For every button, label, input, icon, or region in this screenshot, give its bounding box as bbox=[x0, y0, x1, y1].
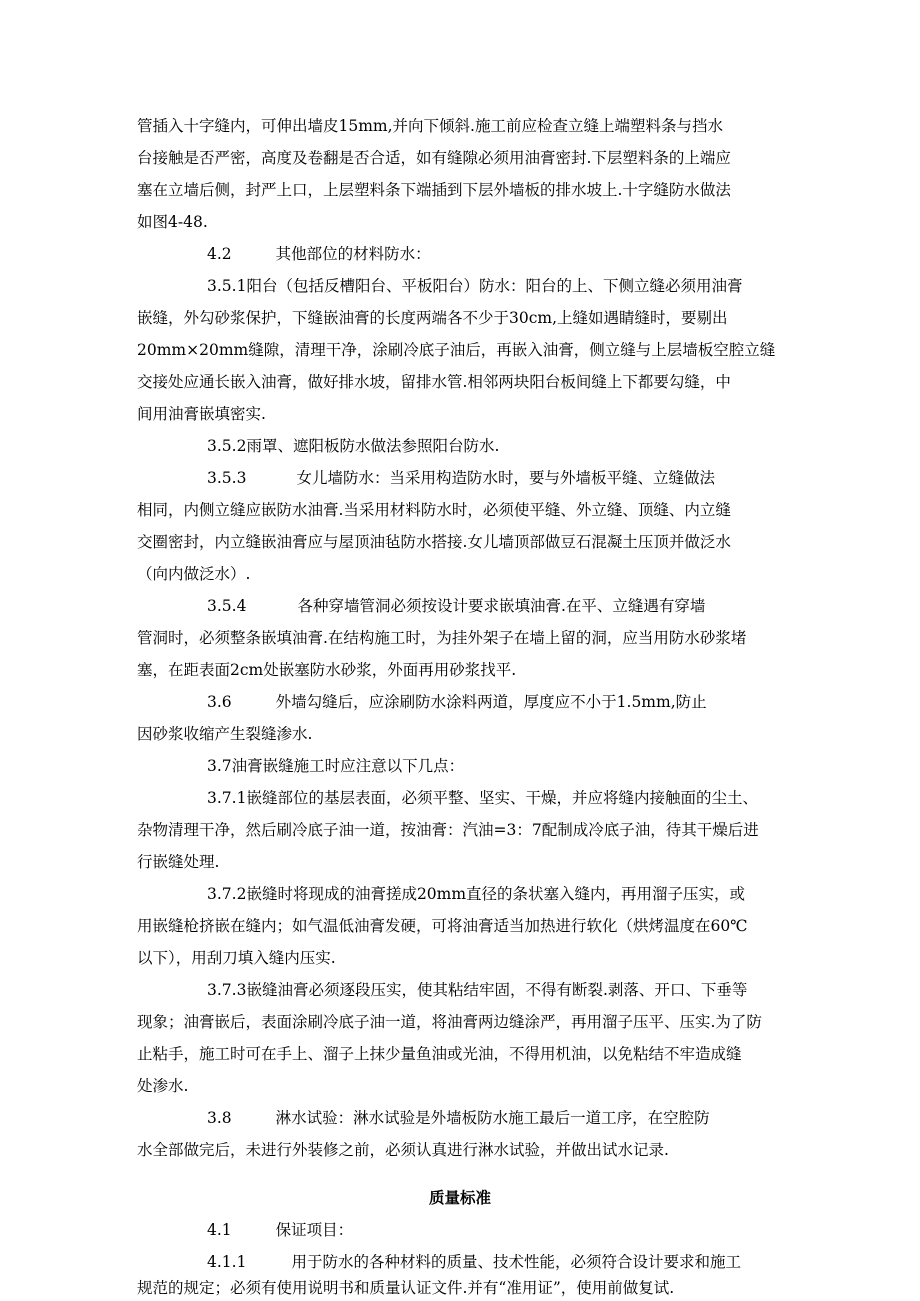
section-3-6 bbox=[207, 690, 707, 714]
text-line: 3.5.2雨罩、遮阳板防水做法参照阳台防水. bbox=[207, 437, 500, 455]
text-line: 嵌缝，外勾砂浆保护，下缝嵌油膏的长度两端各不少于30cm,上缝如遇睛缝时，要剔出 bbox=[137, 309, 728, 327]
text-line: 行嵌缝处理. bbox=[137, 853, 220, 871]
text-line: 交圈密封，内立缝嵌油膏应与屋顶油毡防水搭接.女儿墙顶部做豆石混凝土压顶并做泛水 bbox=[137, 533, 731, 551]
section-text: 各种穿墙管洞必须按设计要求嵌填油膏.在平、立缝遇有穿墙 bbox=[297, 597, 706, 615]
section-number: 4.2 bbox=[207, 245, 232, 263]
text-line: 因砂浆收缩产生裂缝渗水. bbox=[137, 725, 313, 743]
text-line: 3.7.1嵌缝部位的基层表面，必须平整、坚实、干燥，并应将缝内接触面的尘土、 bbox=[207, 789, 758, 807]
text-line: 管洞时，必须整条嵌填油膏.在结构施工时，为挂外架子在墙上留的洞，应当用防水砂浆堵 bbox=[137, 629, 747, 647]
text-line: 3.5.1阳台（包括反槽阳台、平板阳台）防水：阳台的上、下侧立缝必须用油膏 bbox=[207, 277, 743, 295]
text-line: 现象；油膏嵌后，表面涂刷冷底子油一道，将油膏两边缝涂严，再用溜子压平、压实.为了防 bbox=[137, 1013, 762, 1031]
section-3-5-4 bbox=[207, 594, 705, 618]
text-line: 台接触是否严密，高度及卷翻是否合适，如有缝隙必须用油膏密封.下层塑料条的上端应 bbox=[137, 149, 731, 167]
text-line: 以下），用刮刀填入缝内压实. bbox=[137, 949, 336, 967]
text-line: 交接处应通长嵌入油膏，做好排水坡，留排水管.相邻两块阳台板间缝上下都要勾缝，中 bbox=[137, 373, 731, 391]
text-line: 3.7油膏嵌缝施工时应注意以下几点： bbox=[207, 757, 465, 775]
section-text: 保证项目： bbox=[275, 1221, 354, 1239]
text-line: 处渗水. bbox=[137, 1077, 189, 1095]
text-line: 止粘手，施工时可在手上、溜子上抹少量鱼油或光油，不得用机油，以免粘结不牢造成缝 bbox=[137, 1045, 742, 1063]
text-line: 相同，内侧立缝应嵌防水油膏.当采用材料防水时，必须使平缝、外立缝、顶缝、内立缝 bbox=[137, 501, 731, 519]
text-line: 杂物清理干净，然后刷冷底子油一道，按油膏：汽油=3：7配制成冷底子油，待其干燥后进 bbox=[137, 821, 759, 839]
section-text: 用于防水的各种材料的质量、技术性能，必须符合设计要求和施工 bbox=[291, 1253, 741, 1271]
text-line: 用嵌缝枪挤嵌在缝内；如气温低油膏发硬，可将油膏适当加热进行软化（烘烤温度在60℃ bbox=[137, 917, 748, 935]
section-heading: 质量标准 bbox=[428, 1188, 491, 1207]
section-3-8 bbox=[207, 1106, 710, 1130]
section-4-1-1 bbox=[207, 1250, 741, 1274]
section-text: 外墙勾缝后，应涂刷防水涂料两道，厚度应不小于1.5mm,防止 bbox=[275, 693, 707, 711]
section-4-2 bbox=[207, 242, 431, 266]
text-line: 规范的规定；必须有使用说明书和质量认证文件.并有“准用证”，使用前做复试. bbox=[137, 1279, 675, 1297]
section-number: 4.1.1 bbox=[207, 1253, 247, 1271]
section-4-1 bbox=[207, 1218, 353, 1242]
section-text: 其他部位的材料防水： bbox=[275, 245, 431, 263]
section-number: 3.6 bbox=[207, 693, 232, 711]
section-3-5-3 bbox=[207, 466, 715, 490]
text-line: 如图4-48. bbox=[137, 213, 208, 231]
section-text: 淋水试验：淋水试验是外墙板防水施工最后一道工序，在空腔防 bbox=[275, 1109, 710, 1127]
text-line: 间用油膏嵌填密实. bbox=[137, 405, 266, 423]
section-number: 3.5.3 bbox=[207, 469, 247, 487]
section-number: 4.1 bbox=[207, 1221, 232, 1239]
text-line: 3.7.3嵌缝油膏必须逐段压实，使其粘结牢固，不得有断裂.剥落、开口、下垂等 bbox=[207, 981, 748, 999]
text-line: 塞，在距表面2cm处嵌塞防水砂浆，外面再用砂浆找平. bbox=[137, 661, 517, 679]
text-line: 水全部做完后，未进行外装修之前，必须认真进行淋水试验，并做出试水记录. bbox=[137, 1141, 669, 1159]
section-number: 3.8 bbox=[207, 1109, 232, 1127]
text-line: （向内做泛水）. bbox=[137, 565, 251, 583]
text-line: 20mm×20mm缝隙，清理干净，涂刷冷底子油后，再嵌入油膏，侧立缝与上层墙板空腔立缝 bbox=[137, 341, 776, 359]
section-text: 女儿墙防水：当采用构造防水时，要与外墙板平缝、立缝做法 bbox=[296, 469, 715, 487]
text-line: 3.7.2嵌缝时将现成的油膏搓成20mm直径的条状塞入缝内，再用溜子压实，或 bbox=[207, 885, 746, 903]
text-line: 塞在立墙后侧，封严上口，上层塑料条下端插到下层外墙板的排水坡上.十字缝防水做法 bbox=[137, 181, 731, 199]
text-line: 管插入十字缝内，可伸出墙皮15mm,并向下倾斜.施工前应检查立缝上端塑料条与挡水 bbox=[137, 117, 723, 135]
section-number: 3.5.4 bbox=[207, 597, 247, 615]
